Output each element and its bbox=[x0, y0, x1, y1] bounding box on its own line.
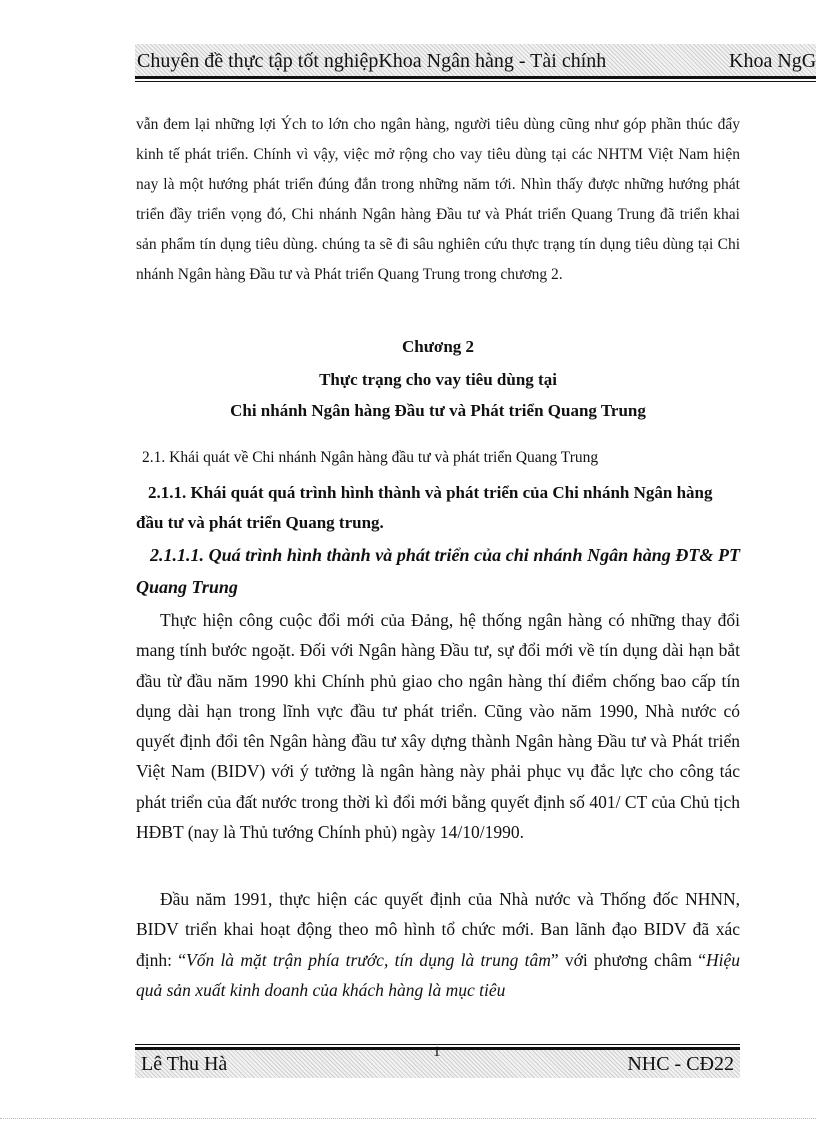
body-paragraph-2-text-middle: ” với phương châm “ bbox=[550, 949, 706, 970]
header-right-text: Khoa NgG bbox=[729, 50, 816, 72]
intro-paragraph: vẫn đem lại những lợi Ých to lớn cho ngân hàng, người tiêu dùng cũng như góp phần thúc đẩy kinh tế phát triển. Chính vì vậy, việc mở rộng cho vay tiêu dùng tại các NHTM Việt Nam hiện nay là một hướng phát triển đúng đắn trong những năm tới. Nhìn thấy được những hướng phát triển đầy triển vọng đó, Chi nhánh Ngân hàng Đầu tư và Phát triển Quang Trung đã triển khai sản phẩm tín dụng tiêu dùng. chúng ta sẽ đi sâu nghiên cứu thực trạng tín dụng tiêu dùng tại Chi nhánh Ngân hàng Đầu tư và Phát triển Quang Trung trong chương 2. bbox=[136, 116, 740, 283]
body-paragraph-2 bbox=[136, 884, 740, 1005]
chapter-label: Chương 2 bbox=[401, 337, 475, 356]
page-bottom-border bbox=[0, 1118, 816, 1119]
page-number: 1 bbox=[433, 1044, 441, 1060]
header-rule bbox=[135, 76, 816, 82]
quote-1: Vốn là mặt trận phía trước, tín dụng là trung tâm bbox=[186, 949, 551, 970]
section-2-1-1-heading: 2.1.1. Khái quát quá trình hình thành và phát triển của Chi nhánh Ngân hàng đầu tư và phát triển Quang trung. bbox=[136, 483, 713, 532]
section-2-1-heading: 2.1. Khái quát về Chi nhánh Ngân hàng đầu tư và phát triển Quang Trung bbox=[142, 449, 599, 466]
page-header bbox=[135, 44, 816, 76]
body-paragraph-2-text-before: Đầu năm 1991, thực hiện các quyết định của Nhà nước và Thống đốc NHNN, BIDV triển khai hoạt động theo mô hình tổ chức mới. Ban lãnh đạo BIDV đã xác định: “ bbox=[136, 889, 740, 970]
quote-2: Hiệu quả sản xuất kinh doanh của khách hàng là mục tiêu bbox=[136, 949, 740, 1000]
footer-class: NHC - CĐ22 bbox=[627, 1053, 734, 1075]
page-footer bbox=[135, 1044, 740, 1078]
chapter-title-line2: Chi nhánh Ngân hàng Đầu tư và Phát triển Quang Trung bbox=[230, 401, 646, 420]
header-left-text: Chuyên đề thực tập tốt nghiệpKhoa Ngân hàng - Tài chính bbox=[137, 50, 607, 72]
section-2-1-1-1-heading: 2.1.1.1. Quá trình hình thành và phát triển của chi nhánh Ngân hàng ĐT& PT Quang Trung bbox=[136, 545, 740, 597]
chapter-title-line1: Thực trạng cho vay tiêu dùng tại bbox=[319, 370, 557, 389]
footer-author: Lê Thu Hà bbox=[141, 1053, 228, 1075]
body-paragraph-1: Thực hiện công cuộc đổi mới của Đảng, hệ thống ngân hàng có những thay đổi mang tính bước ngoặt. Đối với Ngân hàng Đầu tư, sự đổi mới về tín dụng dài hạn bắt đầu từ đầu năm 1990 khi Chính phủ giao cho ngân hàng thí điểm chống bao cấp tín dụng dài hạn trong lĩnh vực đầu tư phát triển. Cũng vào năm 1990, Nhà nước có quyết định đổi tên Ngân hàng đầu tư xây dựng thành Ngân hàng Đầu tư và Phát triển Việt Nam (BIDV) với ý tưởng là ngân hàng này phải phục vụ đắc lực cho công tác phát triển của đất nước trong thời kì đổi mới bằng quyết định số 401/ CT của Chủ tịch HĐBT (nay là Thủ tướng Chính phủ) ngày 14/10/1990. bbox=[136, 610, 740, 843]
